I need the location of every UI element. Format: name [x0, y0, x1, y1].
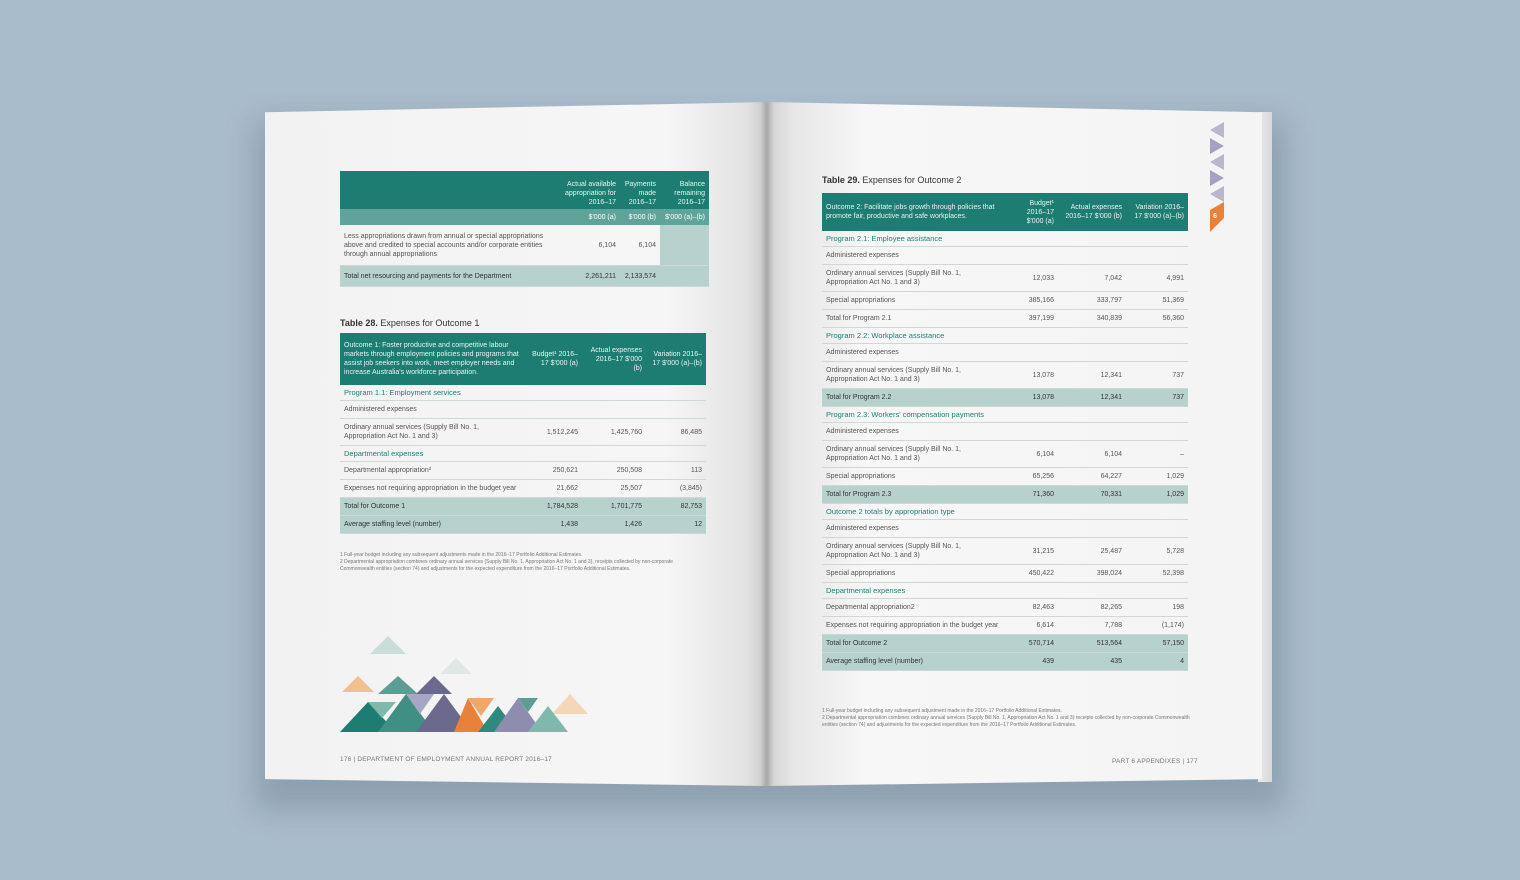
value-c: 1,029 — [1166, 491, 1184, 498]
table-row — [340, 498, 706, 516]
row-label: Special appropriations — [826, 297, 896, 304]
table29-header — [822, 193, 1188, 231]
row-label: Special appropriations — [826, 473, 896, 480]
table-row — [340, 462, 706, 480]
table28-header — [340, 333, 706, 385]
row-label: Ordinary annual services (Supply Bill No. 1, Appropriation Act No. 1 and 3) — [826, 543, 962, 559]
value-c: – — [1180, 450, 1184, 458]
value-c: 12 — [694, 521, 702, 528]
value-a: 385,166 — [1028, 297, 1054, 304]
outcome-description: Outcome 2: Facilitate jobs growth through policies that promote fair, productive and safe workplaces. — [826, 204, 995, 220]
col-header-actual: Actual expenses 2016–17 $'000 (b) — [590, 346, 642, 372]
section-label: Program 2.2: Workplace assistance — [826, 331, 945, 340]
table28-title — [340, 318, 479, 328]
value-a: 6,614 — [1036, 622, 1054, 629]
unit-label: $'000 (b) — [628, 213, 656, 221]
table-caption: Expenses for Outcome 2 — [862, 175, 962, 185]
value-a: 12,033 — [1032, 274, 1054, 282]
value-c: 4 — [1180, 658, 1184, 665]
value-b: 333,797 — [1096, 297, 1122, 304]
value-c: 52,398 — [1162, 570, 1184, 577]
outcome-description: Outcome 1: Foster productive and competitive labour markets through employment policies and programs that assist job seekers into work, meet employer needs and increase Australia's workforce participation. — [344, 342, 519, 376]
row-label: Total for Program 2.3 — [826, 491, 892, 498]
section-row — [340, 446, 706, 462]
value-b: 398,024 — [1096, 570, 1122, 577]
table28 — [340, 333, 706, 534]
col-header-variation: Variation 2016–17 $'000 (a)–(b) — [652, 351, 702, 367]
value-c: 737 — [1172, 394, 1184, 401]
value-b: 513,564 — [1096, 640, 1122, 647]
col-header-actual: Actual expenses 2016–17 $'000 (b) — [1065, 204, 1122, 220]
unit-label: $'000 (a) — [588, 213, 616, 221]
value-c: 113 — [690, 467, 702, 474]
value-b: 250,508 — [616, 467, 642, 474]
row-label: Total for Program 2.1 — [826, 315, 892, 322]
row-label: Administered expenses — [826, 525, 899, 532]
row-label: Less appropriations drawn from annual or special appropriations above and credited to special accounts and/or corporate entities through annual appropriations — [344, 232, 544, 258]
value-a — [526, 408, 582, 412]
section-row — [822, 328, 1188, 344]
value-c: 56,360 — [1162, 315, 1184, 322]
value-c: (3,845) — [679, 485, 702, 492]
value-a: 450,422 — [1028, 570, 1054, 577]
row-label: Average staffing level (number) — [344, 521, 442, 528]
value-c — [1126, 527, 1188, 531]
table-row — [822, 653, 1188, 671]
value-c: 86,485 — [680, 428, 702, 436]
value-c — [660, 274, 709, 278]
table29-body — [822, 231, 1188, 671]
table-row — [822, 265, 1188, 292]
value-b — [1058, 254, 1126, 258]
row-label: Ordinary annual services (Supply Bill No. 1, Appropriation Act No. 1 and 3) — [826, 367, 962, 383]
value-a: 6,104 — [1036, 450, 1054, 458]
value-b: 25,487 — [1100, 547, 1122, 555]
table-row — [340, 266, 709, 287]
section-row — [340, 385, 706, 401]
table-caption: Expenses for Outcome 1 — [380, 318, 480, 328]
row-label: Special appropriations — [826, 570, 896, 577]
value-c — [646, 408, 706, 412]
section-label: Program 1.1: Employment services — [344, 388, 461, 397]
unit-label: $'000 (a)–(b) — [665, 213, 705, 221]
value-b — [1058, 430, 1126, 434]
value-a: 1,512,245 — [546, 428, 578, 436]
value-a: 71,360 — [1032, 491, 1054, 498]
value-a: 570,714 — [1028, 640, 1054, 647]
col-header-budget: Budget¹ 2016–17 $'000 (a) — [1026, 199, 1054, 225]
value-c: (1,174) — [1161, 622, 1184, 629]
value-b: 1,426 — [624, 521, 642, 528]
footnote: 1 Full-year budget including any subsequent adjustments made in the 2016–17 Portfolio Additional Estimates. — [340, 552, 583, 558]
section-row — [822, 407, 1188, 423]
value-b: 82,265 — [1100, 604, 1122, 611]
value-b: 6,104 — [1104, 450, 1122, 458]
table-row — [822, 247, 1188, 265]
value-b: 7,788 — [1104, 622, 1122, 629]
value-a: 6,104 — [598, 241, 616, 249]
table-number: Table 28. — [340, 318, 378, 328]
value-a — [1008, 527, 1058, 531]
col-header: Balance remaining 2016–17 — [674, 181, 705, 206]
value-a: 439 — [1042, 658, 1054, 665]
table-row — [340, 419, 706, 446]
value-a: 13,078 — [1032, 394, 1054, 401]
section-label: Program 2.3: Workers' compensation payments — [826, 410, 985, 419]
table-row — [822, 310, 1188, 328]
value-c: 737 — [1172, 371, 1184, 379]
value-b: 12,341 — [1100, 371, 1122, 379]
row-label: Expenses not requiring appropriation in the budget year — [826, 622, 999, 629]
table-row — [822, 538, 1188, 565]
row-label: Total for Outcome 1 — [344, 503, 406, 510]
value-b: 6,104 — [638, 241, 656, 249]
row-label: Departmental appropriation2 — [826, 604, 915, 611]
row-label: Average staffing level (number) — [826, 658, 924, 665]
table-row — [822, 486, 1188, 504]
table-row — [822, 617, 1188, 635]
value-c: 51,369 — [1162, 297, 1184, 304]
table-row — [340, 480, 706, 498]
table-row — [822, 441, 1188, 468]
value-c: 82,753 — [680, 503, 702, 510]
row-label: Administered expenses — [826, 349, 899, 356]
table-row — [822, 520, 1188, 538]
value-a: 397,199 — [1028, 315, 1054, 322]
row-label: Administered expenses — [826, 252, 899, 259]
section-label: Outcome 2 totals by appropriation type — [826, 507, 955, 516]
section-label: Program 2.1: Employee assistance — [826, 234, 943, 243]
top-table — [340, 171, 709, 287]
table29-title — [822, 175, 961, 185]
value-b: 25,507 — [620, 485, 642, 492]
value-c: 198 — [1172, 604, 1184, 611]
value-b — [582, 408, 646, 412]
value-b: 2,133,574 — [624, 272, 656, 280]
row-label: Expenses not requiring appropriation in the budget year — [344, 485, 517, 492]
section-row — [822, 231, 1188, 247]
row-label: Ordinary annual services (Supply Bill No. 1, Appropriation Act No. 1 and 3) — [826, 270, 962, 286]
table-row — [340, 516, 706, 534]
col-header: Payments made 2016–17 — [624, 181, 656, 206]
footnote: 1 Full-year budget including any subsequent adjustment made in the 2016–17 Portfolio Additional Estimates. — [822, 708, 1062, 714]
value-c — [1126, 254, 1188, 258]
value-b — [1058, 527, 1126, 531]
value-a: 65,256 — [1032, 473, 1054, 480]
table-row — [822, 635, 1188, 653]
value-b: 7,042 — [1104, 274, 1122, 282]
value-c: 4,991 — [1166, 274, 1184, 282]
row-label: Total for Outcome 2 — [826, 640, 888, 647]
table-row — [822, 362, 1188, 389]
value-b: 1,701,775 — [610, 503, 642, 510]
value-a — [1008, 430, 1058, 434]
section-row — [822, 583, 1188, 599]
value-a: 2,261,211 — [585, 272, 616, 280]
value-a: 250,621 — [552, 467, 578, 474]
value-c — [1126, 351, 1188, 355]
value-a: 13,078 — [1032, 371, 1054, 379]
table-row — [822, 389, 1188, 407]
decorative-triangles — [338, 636, 590, 734]
value-c: 1,029 — [1166, 473, 1184, 480]
table-row — [822, 423, 1188, 441]
row-label: Ordinary annual services (Supply Bill No. 1, Appropriation Act No. 1 and 3) — [826, 446, 962, 462]
value-b: 70,331 — [1100, 491, 1122, 498]
book-spine — [760, 102, 774, 786]
section-label: Departmental expenses — [826, 586, 906, 595]
table-row — [822, 565, 1188, 583]
col-header-variation: Variation 2016–17 $'000 (a)–(b) — [1134, 204, 1184, 220]
value-b: 64,227 — [1100, 473, 1122, 480]
col-header: Actual available appropriation for 2016–17 — [565, 181, 616, 206]
right-page-footer: PART 6 APPENDIXES | 177 — [1112, 758, 1198, 765]
table-row — [340, 401, 706, 419]
row-label: Departmental appropriation² — [344, 467, 432, 474]
value-a: 31,215 — [1032, 547, 1054, 555]
row-label: Administered expenses — [344, 406, 417, 413]
value-a: 21,662 — [556, 485, 578, 492]
top-table-header — [340, 171, 709, 209]
row-label: Total for Program 2.2 — [826, 394, 892, 401]
value-b: 12,341 — [1100, 394, 1122, 401]
row-label: Total net resourcing and payments for the Department — [344, 272, 512, 280]
value-a: 1,784,528 — [546, 503, 578, 510]
value-b: 435 — [1110, 658, 1122, 665]
table-row — [340, 225, 709, 266]
value-c: 5,728 — [1166, 547, 1184, 555]
table29 — [822, 193, 1188, 671]
value-a: 82,463 — [1032, 604, 1054, 611]
footnote: 2 Departmental appropriation combines ordinary annual services (Supply Bill No. 1, Appropriation Act No. 1 and 3), receipts collected by non-corporate Commonwealth entities (section 74) and adjustments for the expected expenditure from the 2016–17 Portfolio Additional Estimates. — [340, 559, 673, 572]
table29-footnotes — [822, 708, 1190, 729]
table28-body — [340, 385, 706, 534]
col-header-budget: Budget¹ 2016–17 $'000 (a) — [532, 351, 578, 367]
table-number: Table 29. — [822, 175, 860, 185]
table-row — [822, 599, 1188, 617]
value-c: 57,150 — [1162, 640, 1184, 647]
chapter-tab-number: 6 — [1213, 213, 1217, 220]
value-a: 1,438 — [560, 521, 578, 528]
value-b — [1058, 351, 1126, 355]
left-page-footer: 176 | DEPARTMENT OF EMPLOYMENT ANNUAL REPORT 2016–17 — [340, 756, 552, 763]
table28-footnotes — [340, 552, 708, 573]
table-row — [822, 292, 1188, 310]
row-label: Administered expenses — [826, 428, 899, 435]
value-b: 340,839 — [1096, 315, 1122, 322]
value-b: 1,425,760 — [610, 428, 642, 436]
section-row — [822, 504, 1188, 520]
section-label: Departmental expenses — [344, 449, 424, 458]
footnote: 2 Departmental appropriation combines ordinary annual services (Supply Bill No. 1, Appropriation Act No. 1 and 3) receipts collected by non-corporate Commonwealth entities (section 74) and adjustments for the expected expenditure from the 2016–17 Portfolio Additional Estimates. — [822, 715, 1190, 728]
row-label: Ordinary annual services (Supply Bill No. 1, Appropriation Act No. 1 and 3) — [344, 424, 480, 440]
value-a — [1008, 351, 1058, 355]
top-table-units — [340, 209, 709, 225]
value-c — [660, 225, 709, 265]
table-row — [822, 344, 1188, 362]
value-a — [1008, 254, 1058, 258]
table-row — [822, 468, 1188, 486]
value-c — [1126, 430, 1188, 434]
